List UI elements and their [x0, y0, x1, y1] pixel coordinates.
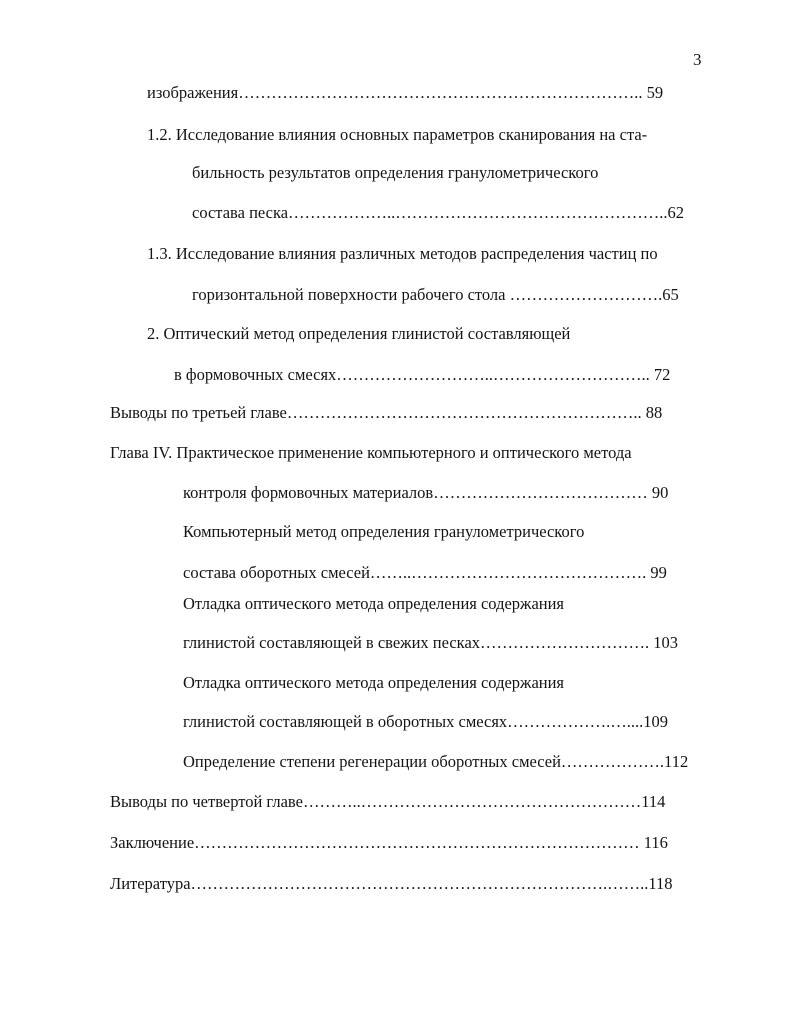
toc-line: 2. Оптический метод определения глинистой составляющей [147, 324, 571, 343]
toc-line: Отладка оптического метода определения содержания [183, 673, 565, 692]
toc-line: глинистой составляющей в оборотных смесях……………….…....109 [183, 712, 669, 731]
toc-line: Отладка оптического метода определения содержания [183, 594, 565, 613]
toc-line: Компьютерный метод определения гранулометрического [183, 522, 585, 541]
toc-line: состава песка………………..…………………………………………..62 [192, 203, 685, 222]
toc-line: глинистой составляющей в свежих песках…………………………. 103 [183, 633, 679, 652]
toc-line: Выводы по третьей главе……………………………………………………….. 88 [110, 403, 663, 422]
toc-line: контроля формовочных материалов………………………………… 90 [183, 483, 669, 502]
toc-line: 1.3. Исследование влияния различных методов распределения частиц по [147, 244, 658, 263]
toc-line: изображения……………………………………………………………….. 59 [147, 83, 664, 102]
toc-line: в формовочных смесях………………………..……………………….. 72 [174, 365, 671, 384]
toc-line: бильность результатов определения гранулометрического [192, 163, 599, 182]
toc-line: Определение степени регенерации оборотных смесей……………….112 [183, 752, 689, 771]
toc-line: горизонтальной поверхности рабочего стола ……………………….65 [192, 285, 679, 304]
toc-line: Выводы по четвертой главе………..……………………………………………114 [110, 792, 666, 811]
page-number: 3 [693, 50, 702, 69]
toc-line: состава оборотных смесей……..……………………………………. 99 [183, 563, 667, 582]
toc-line: Заключение……………………………………………………………………… 116 [110, 833, 668, 852]
toc-line: 1.2. Исследование влияния основных параметров сканирования на ста- [147, 125, 648, 144]
toc-line: Глава IV. Практическое применение компьютерного и оптического метода [110, 443, 632, 462]
toc-line: Литература………………………………………………………………….……..118 [110, 874, 673, 893]
